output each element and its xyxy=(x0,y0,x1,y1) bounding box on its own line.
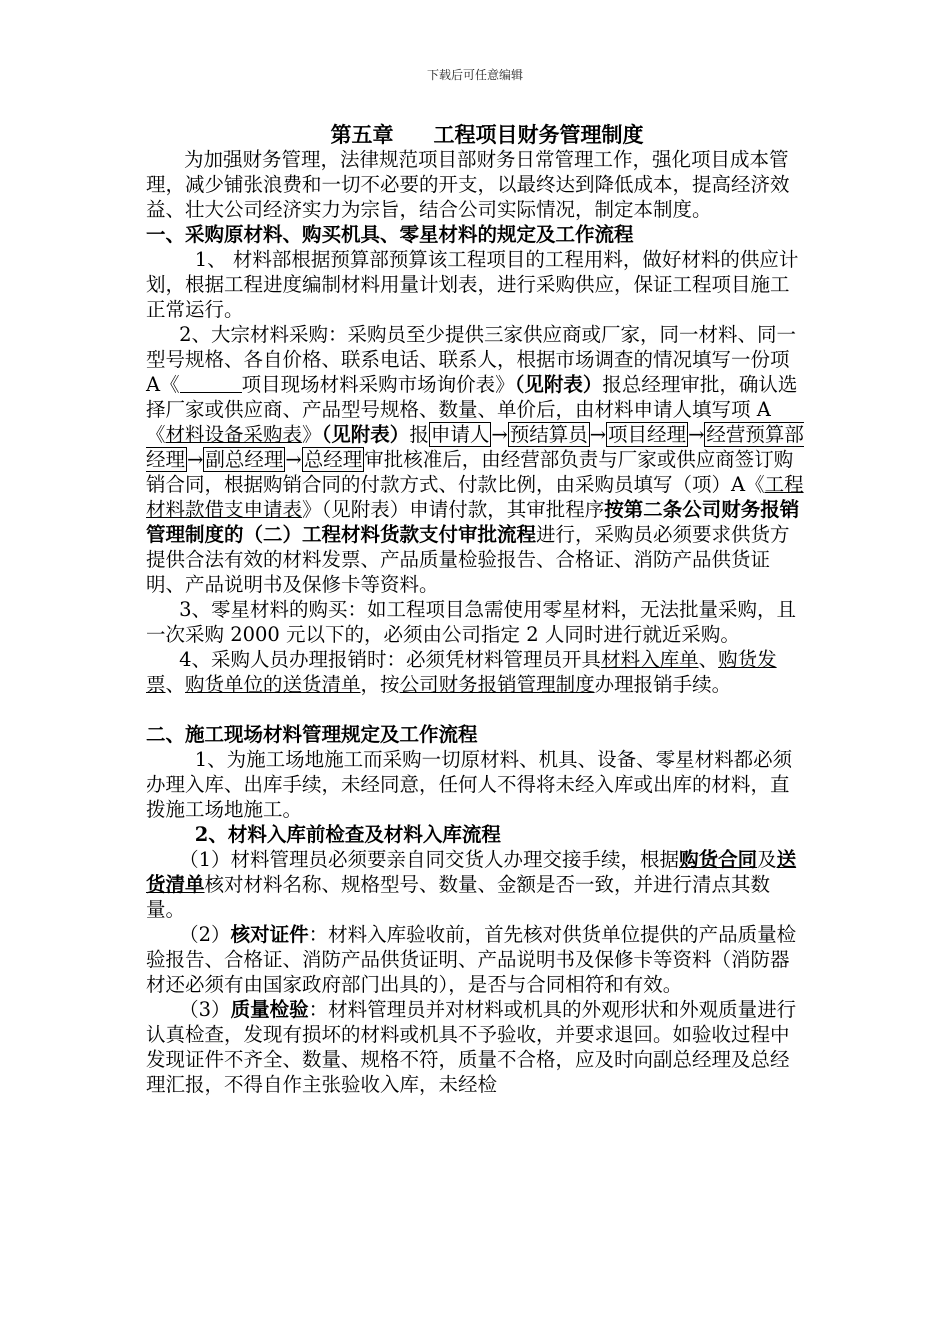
section-1-heading: 一、采购原材料、购买机具、零星材料的规定及工作流程 xyxy=(146,223,634,246)
section-2-para-1: 1、为施工场地施工而采购一切原材料、机具、设备、零星材料都必须办理入库、出库手续，未经同意，任何人不得将未经入库或出库的材料，直拨施工场地施工。 xyxy=(146,748,793,821)
section-1-para-3: 3、零星材料的购买：如工程项目急需使用零星材料，无法批量采购，且一次采购 2000 元以下的，必须由公司指定 2 人同时进行就近采购。 xyxy=(146,598,797,646)
approver-box: 经营预算部经理 xyxy=(146,423,804,471)
document-body xyxy=(146,122,808,1097)
section-2-item-1: （1）材料管理员必须要亲自同交货人办理交接手续，根据购货合同及送货清单核对材料名称、规格型号、数量、金额是否一致，并进行清点其数量。 xyxy=(146,848,797,921)
approver-box: 申请人 xyxy=(430,423,490,446)
page-header: 下载后可任意编辑 xyxy=(426,68,523,82)
section-2-item-3: （3）质量检验：材料管理员并对材料或机具的外观形状和外观质量进行认真检查，发现有损坏的材料或机具不予验收，并要求退回。如验收过程中发现证件不齐全、数量、规格不符，质量不合格，应及时向副总经理及总经理汇报，不得自作主张验收入库，未经检 xyxy=(146,998,797,1096)
chapter-title xyxy=(146,122,808,147)
section-1-para-2: 2、大宗材料采购：采购员至少提供三家供应商或厂家，同一材料、同一型号规格、各自价格、联系电话、联系人，根据市场调查的情况填写一份项 A《 项目现场材料采购市场询价表》（见附表）报总经理审批，确认选择厂家或供应商、产品型号规格、数量、单价后，由材料申请人填写项 A《材料设备采购表》（见附表）报 申请人 → 预结算员 → 项目经理 → 经营预算部经理 → 副总经理 → 总经理 审批核准后，由经营部负责与厂家或供应商签订购销合同，根据购销合同的付款方式、付款比例，由采购员填写（项）A《工程材料款借支申请表》（见附表）申请付款，其审批程序按第二条公司财务报销管理制度的（二）工程材料货款支付审批流程进行，采购员必须要求供货方提供合法有效的材料发票、产品质量检验报告、合格证、消防产品供货证明、产品说明书及保修卡等资料。 xyxy=(146,323,804,596)
section-2-heading: 二、施工现场材料管理规定及工作流程 xyxy=(146,723,478,746)
intro-paragraph: 为加强财务管理，法律规范项目部财务日常管理工作，强化项目成本管理，减少铺张浪费和一切不必要的开支，以最终达到降低成本，提高经济效益、壮大公司经济实力为宗旨，结合公司实际情况，制定本制度。 xyxy=(146,148,790,221)
chapter-number: 第五章 xyxy=(330,122,394,147)
blank-line xyxy=(146,697,808,722)
section-1-para-1: 1、 材料部根据预算部预算该工程项目的工程用料，做好材料的供应计划，根据工程进度编制材料用量计划表，进行采购供应，保证工程项目施工正常运行。 xyxy=(146,248,799,321)
section-2-subheading: 2、材料入库前检查及材料入库流程 xyxy=(194,823,501,846)
section-2-item-2: （2）核对证件：材料入库验收前，首先核对供货单位提供的产品质量检验报告、合格证、消防产品供货证明、产品说明书及保修卡等资料（消防器材还必须有由国家政府部门出具的），是否与合同相符和有效。 xyxy=(146,923,797,996)
form-name-purchase: 材料设备采购表 xyxy=(165,423,303,446)
section-1-para-4: 4、采购人员办理报销时：必须凭材料管理员开具材料入库单、购货发票、购货单位的送货清单，按公司财务报销管理制度办理报销手续。 xyxy=(146,648,777,696)
approver-box: 副总经理 xyxy=(205,448,284,471)
approver-box: 总经理 xyxy=(303,448,363,471)
form-blank xyxy=(180,374,242,393)
approver-box: 项目经理 xyxy=(608,423,687,446)
chapter-name: 工程项目财务管理制度 xyxy=(433,122,644,147)
approver-box: 预结算员 xyxy=(509,423,588,446)
form-name-loan: 工程材料款借支申请表 xyxy=(146,473,804,521)
